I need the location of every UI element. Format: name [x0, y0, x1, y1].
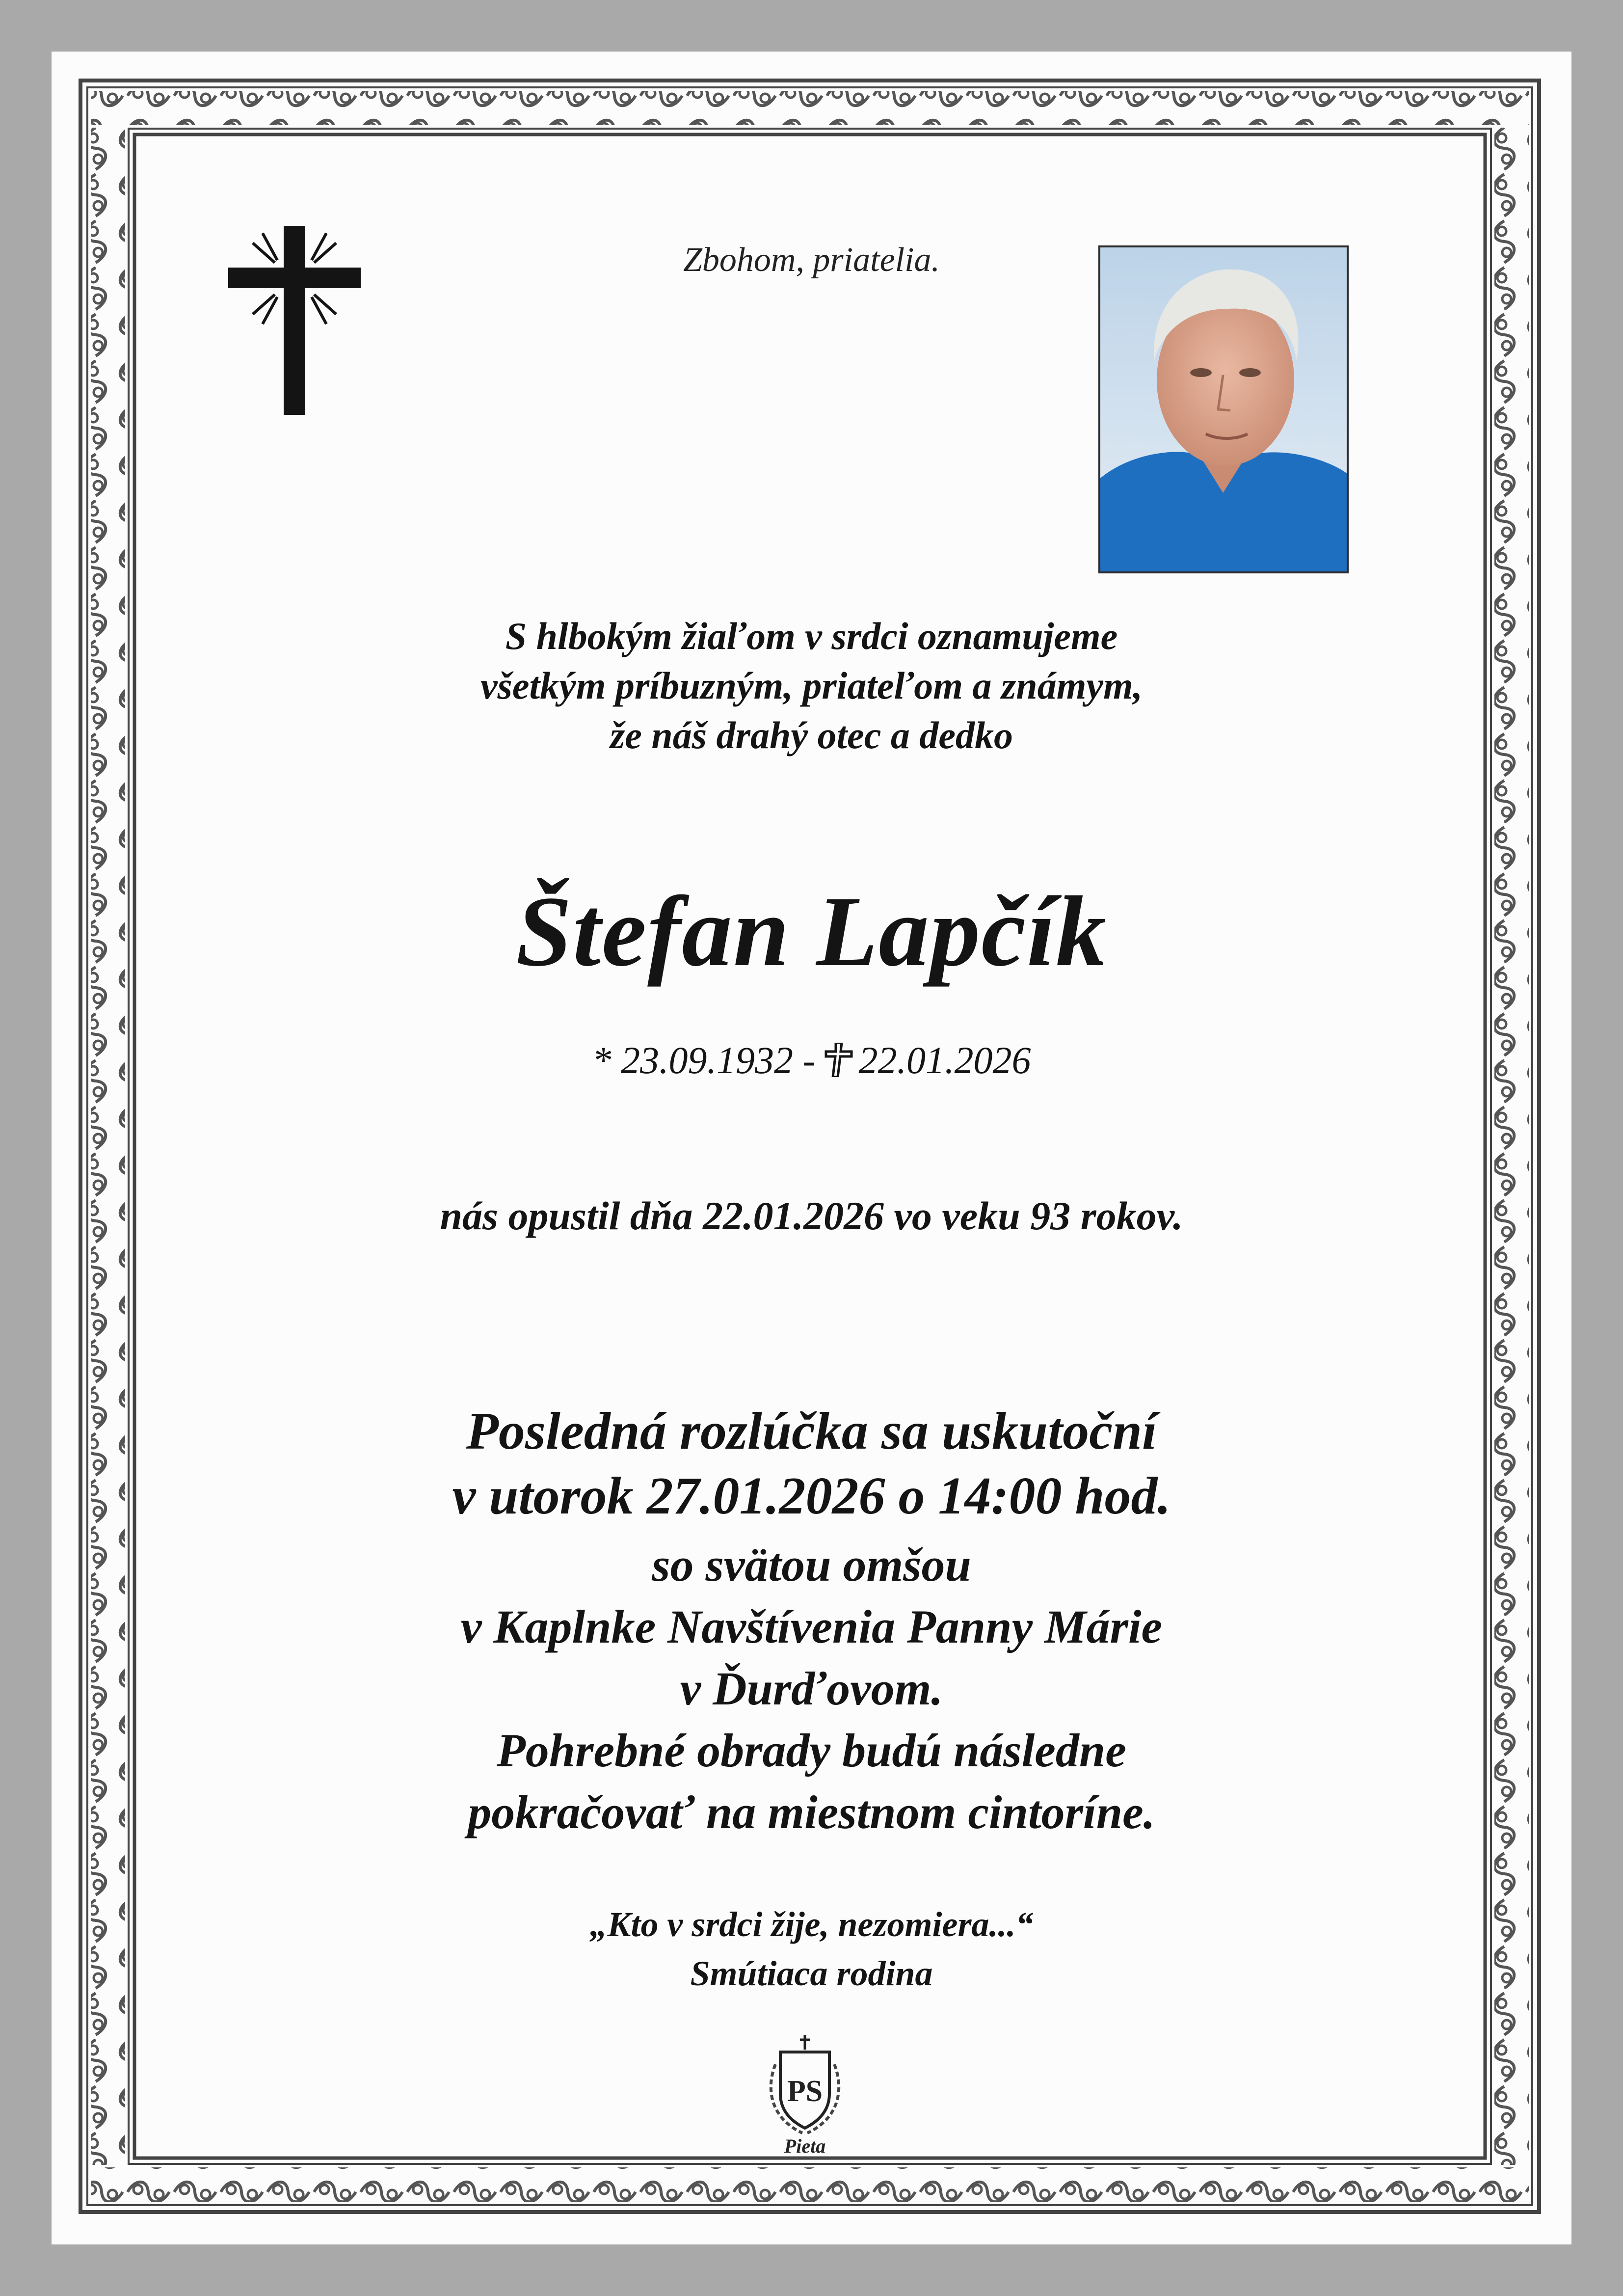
quote: „Kto v srdci žije, nezomiera...“ [589, 1905, 1034, 1944]
intro-line: že náš drahý otec a dedko [610, 714, 1013, 756]
portrait-photo [1098, 245, 1349, 573]
deceased-name: Štefan Lapčík [516, 876, 1107, 987]
ceremony-header [0, 1399, 1623, 1529]
death-date: 22.01.2026 [858, 1039, 1031, 1081]
intro-text [0, 611, 1623, 760]
ceremony-line: pokračovať na miestnom cintoríne. [468, 1786, 1155, 1838]
ceremony-line: Posledná rozlúčka sa uskutoční [466, 1402, 1157, 1460]
closing [0, 1900, 1623, 1998]
pieta-logo [761, 2035, 849, 2158]
ceremony-line: so svätou omšou [652, 1539, 971, 1591]
life-dates [0, 1038, 1623, 1082]
intro-line: všetkým príbuzným, priateľom a známym, [480, 664, 1143, 707]
ceremony-line: Pohrebné obrady budú následne [497, 1724, 1126, 1777]
signature: Smútiaca rodina [690, 1954, 933, 1993]
intro-line: S hlbokým žiaľom v srdci oznamujeme [505, 615, 1118, 657]
death-cross-icon [824, 1043, 853, 1077]
ceremony-line: v Kaplnke Navštívenia Panny Márie [460, 1600, 1163, 1653]
logo-letters: PS [787, 2075, 823, 2108]
farewell-heading: Zbohom, priatelia. [683, 241, 940, 279]
ceremony-line: v utorok 27.01.2026 o 14:00 hod. [452, 1467, 1171, 1525]
ceremony-line: v Ďurďovom. [680, 1662, 943, 1715]
ceremony-details [0, 1534, 1623, 1843]
birth-date: * 23.09.1932 - [592, 1039, 816, 1081]
logo-caption: Pieta [784, 2135, 826, 2157]
passed-away-text: nás opustil dňa 22.01.2026 vo veku 93 rokov. [440, 1193, 1183, 1238]
